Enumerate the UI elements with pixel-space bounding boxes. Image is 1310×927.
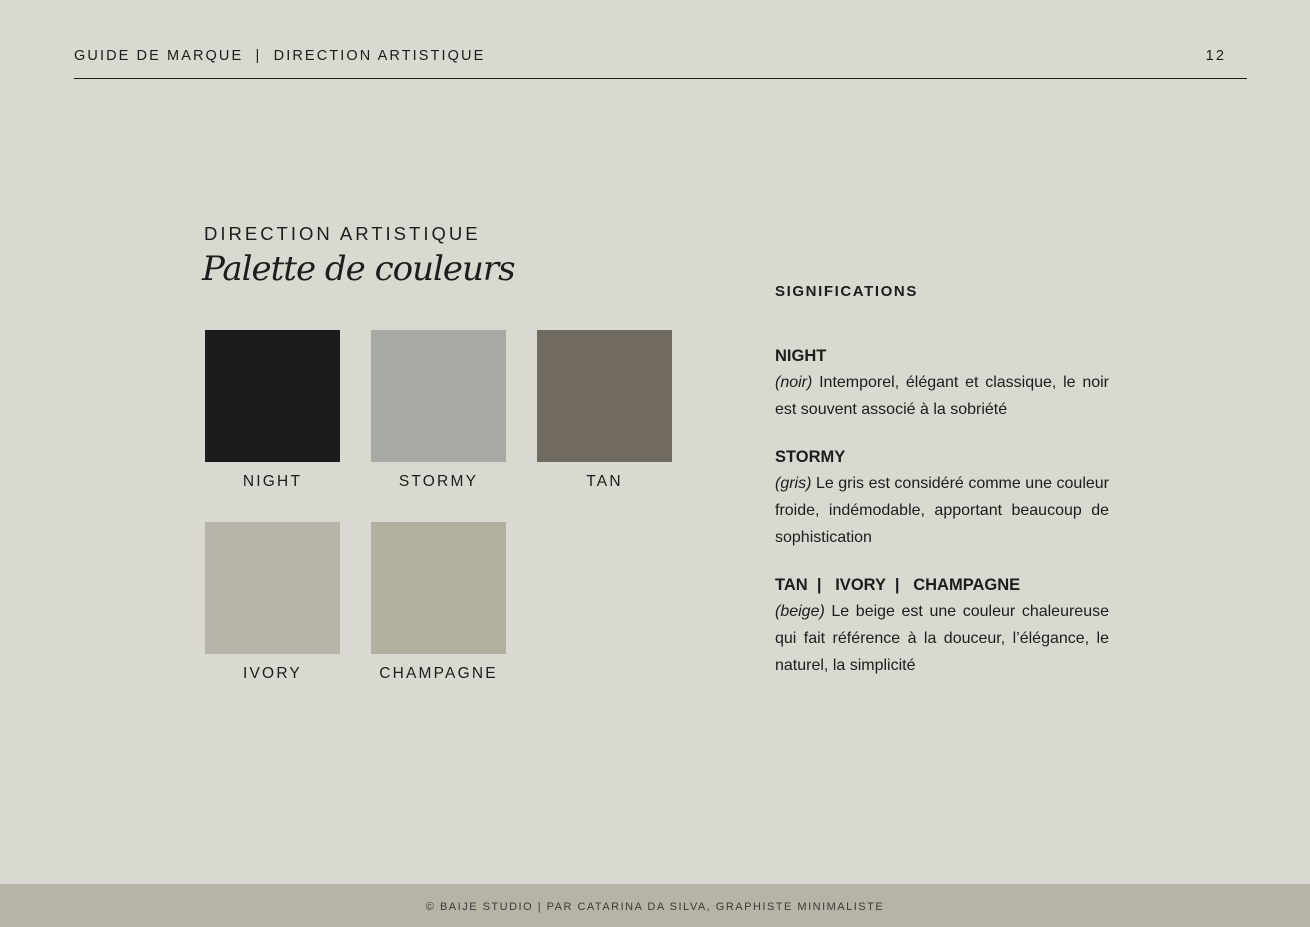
swatch-stormy <box>371 330 506 462</box>
section-eyebrow: DIRECTION ARTISTIQUE <box>204 223 481 244</box>
page-number: 12 <box>1205 48 1226 64</box>
meaning-body: Intemporel, élégant et classique, le noir est souvent associé à la sobriété <box>775 374 1109 418</box>
swatch-tan <box>537 330 672 462</box>
meaning-body: Le beige est une couleur chaleureuse qui fait référence à la douceur, l’élégance, le naturel, la simplicité <box>775 603 1109 674</box>
swatch-champagne <box>371 522 506 654</box>
swatch-night <box>205 330 340 462</box>
meaning-text <box>775 470 1109 551</box>
header-rule <box>74 78 1247 79</box>
meanings-heading: SIGNIFICATIONS <box>775 283 918 300</box>
meaning-body: Le gris est considéré comme une couleur froide, indémodable, apportant beaucoup de sophistication <box>775 475 1109 546</box>
meaning-name: STORMY <box>775 448 846 466</box>
meaning-text <box>775 598 1109 679</box>
swatch-label-stormy: STORMY <box>398 473 479 490</box>
meaning-qualifier: (beige) <box>775 603 825 620</box>
swatch-label-night: NIGHT <box>242 473 303 490</box>
header-left: GUIDE DE MARQUE | DIRECTION ARTISTIQUE <box>74 48 486 64</box>
meanings-panel <box>775 283 1109 700</box>
meaning-qualifier: (noir) <box>775 374 813 391</box>
swatch-ivory <box>205 522 340 654</box>
swatch-label-ivory: IVORY <box>243 665 302 682</box>
meaning-text <box>775 369 1109 423</box>
swatch-label-tan: TAN <box>586 473 623 490</box>
meaning-qualifier: (gris) <box>775 475 812 492</box>
meaning-name: TAN | IVORY | CHAMPAGNE <box>775 576 1021 594</box>
footer-credit: © BAIJE STUDIO | PAR CATARINA DA SILVA, GRAPHISTE MINIMALISTE <box>425 901 885 913</box>
footer <box>0 884 1310 927</box>
meaning-stormy <box>775 444 1109 551</box>
swatch-label-champagne: CHAMPAGNE <box>379 665 498 682</box>
meaning-night <box>775 343 1109 423</box>
meaning-beige <box>775 572 1109 679</box>
page-title: Palette de couleurs <box>202 249 515 289</box>
meaning-name: NIGHT <box>775 347 827 365</box>
